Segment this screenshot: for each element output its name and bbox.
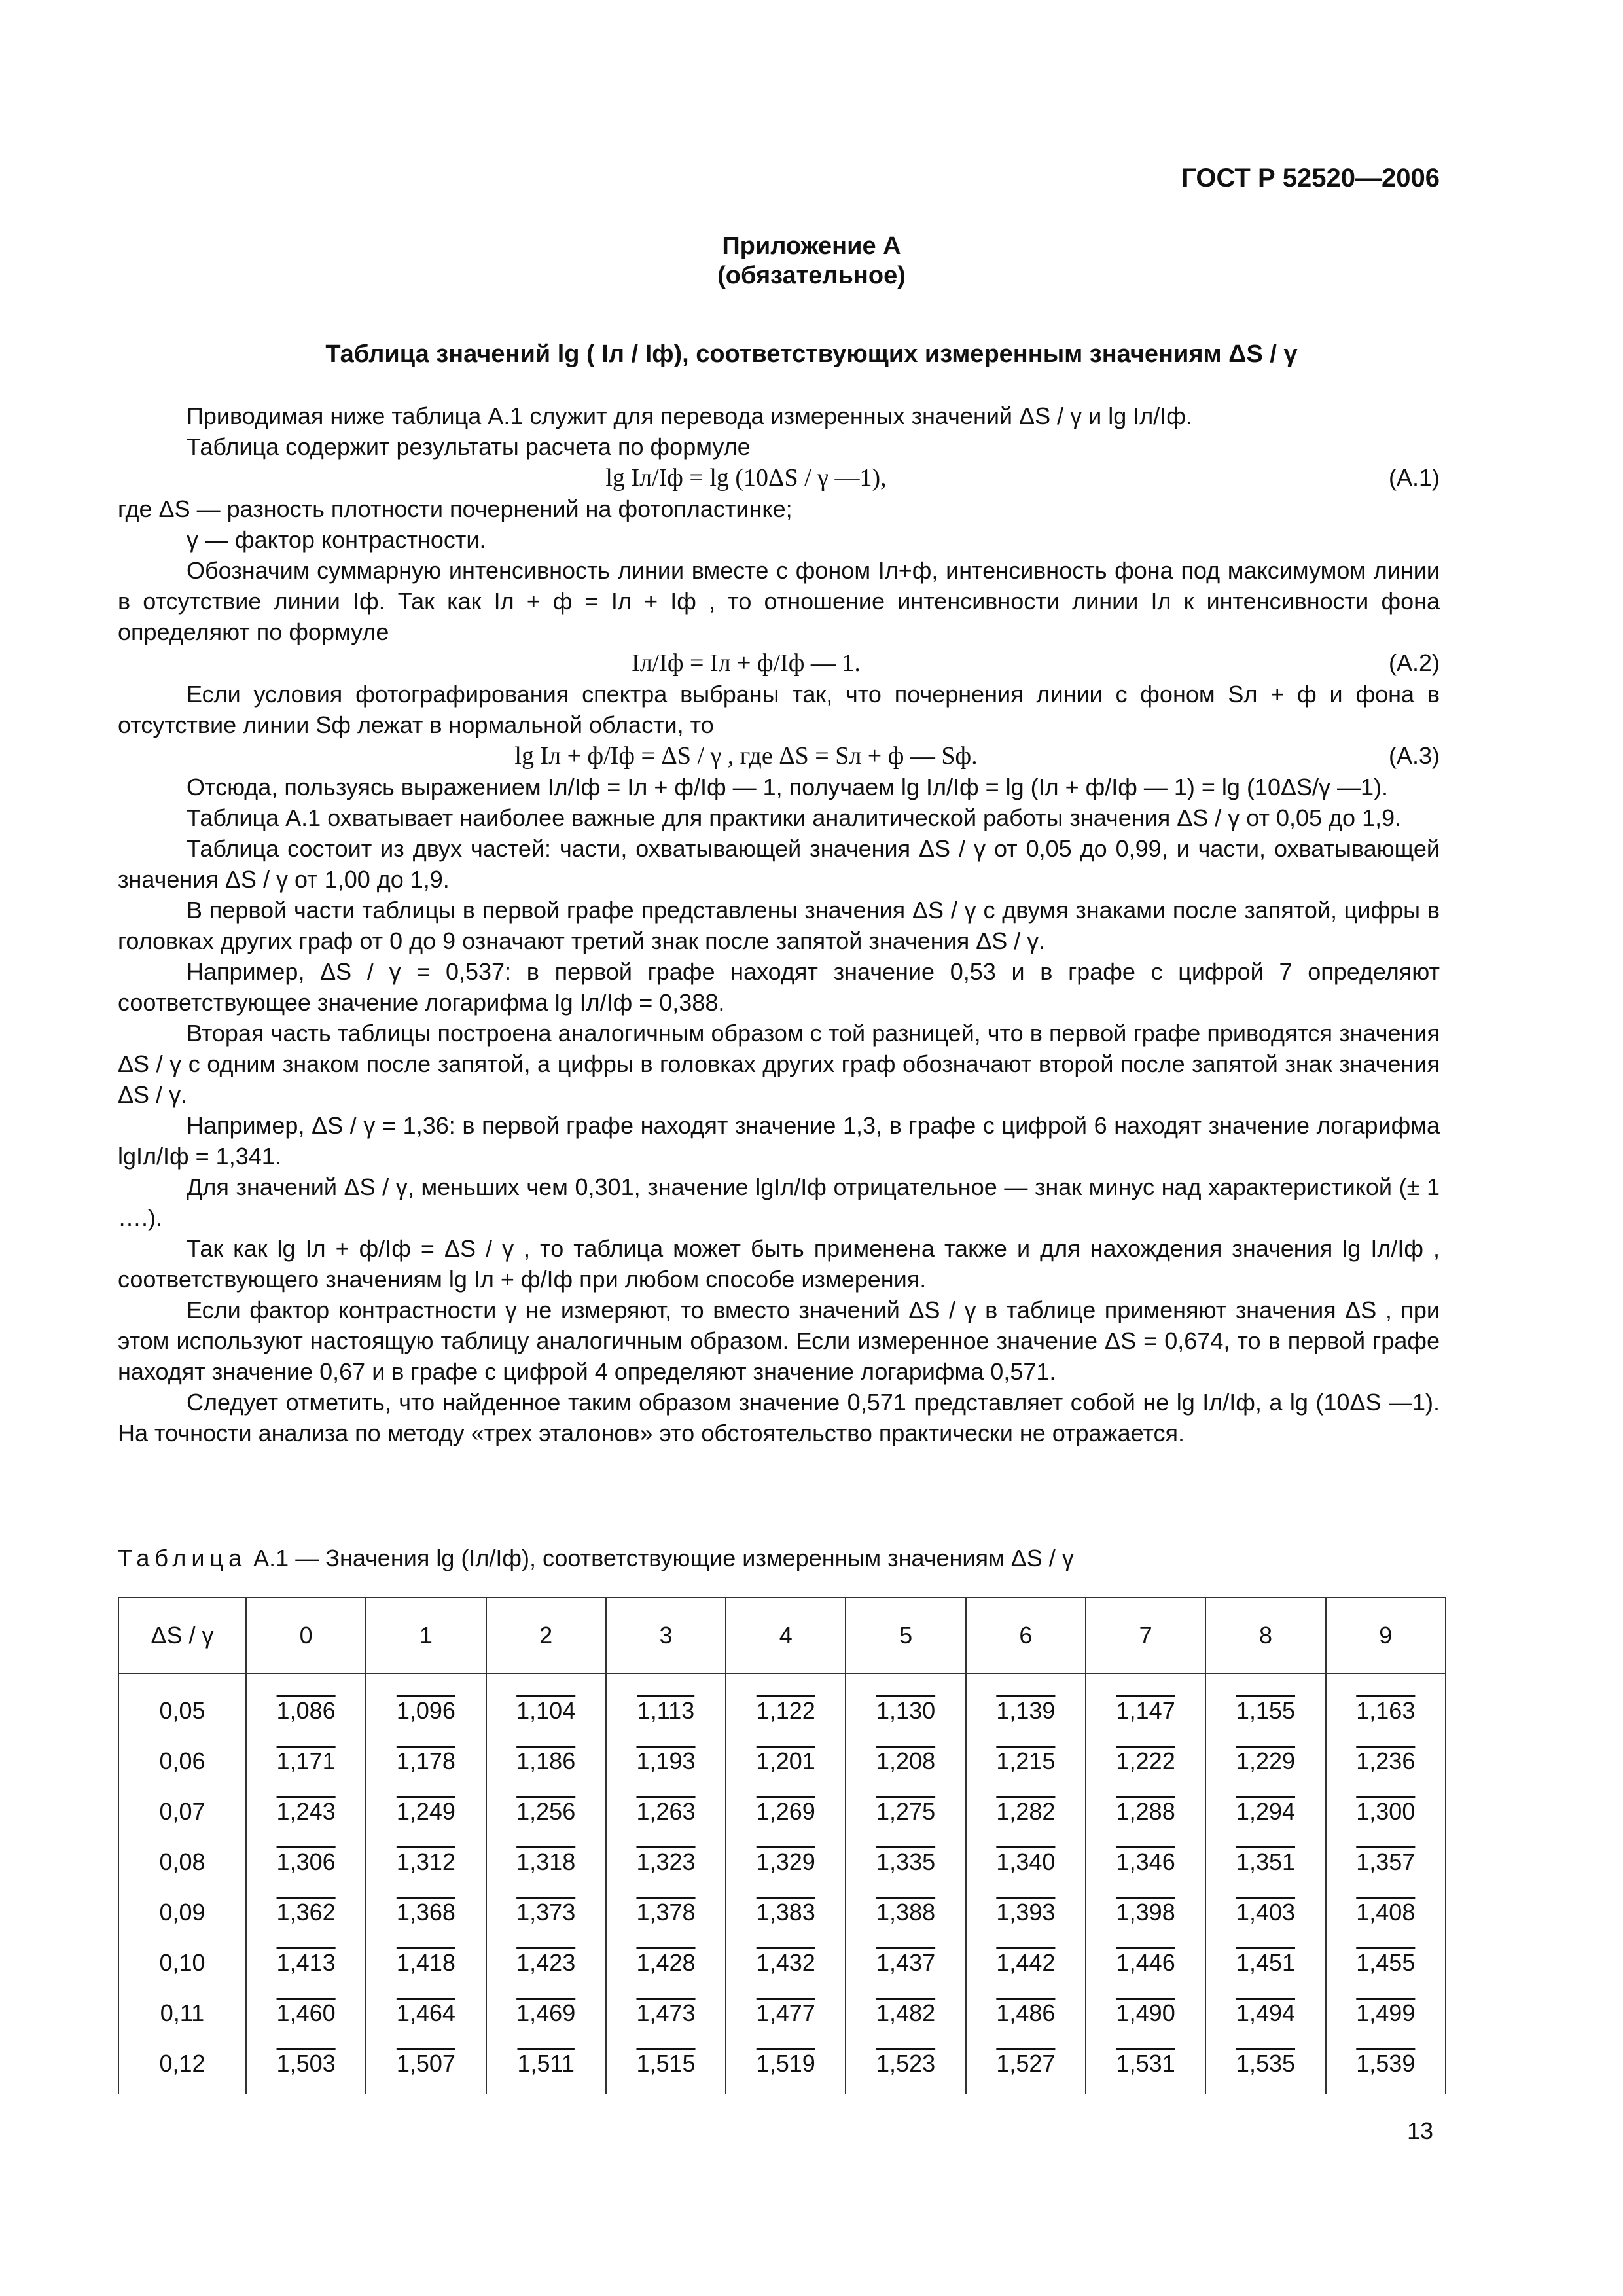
row-label-cell: 0,12: [118, 2038, 246, 2094]
row-label-cell: 0,09: [118, 1887, 246, 1937]
value-cell: 1,413: [246, 1937, 366, 1988]
row-label-cell: 0,07: [118, 1786, 246, 1837]
value-cell: 1,511: [486, 2038, 606, 2094]
value-cell: 1,193: [606, 1736, 726, 1786]
value-cell: 1,288: [1086, 1786, 1205, 1837]
paragraph: Например, ΔS / γ = 0,537: в первой графе находят значение 0,53 и в графе с цифрой 7 определяют соответствующее значение логарифма lg Iл/Iф = 0,388.: [118, 958, 1440, 1016]
column-header-digit: 4: [726, 1598, 846, 1674]
formula-number: (А.2): [1388, 649, 1440, 676]
value-cell: 1,539: [1326, 2038, 1446, 2094]
value-cell: 1,275: [846, 1786, 965, 1837]
value-cell: 1,269: [726, 1786, 846, 1837]
column-header-digit: 8: [1205, 1598, 1325, 1674]
value-cell: 1,373: [486, 1887, 606, 1937]
value-cell: 1,215: [966, 1736, 1086, 1786]
column-header-digit: 3: [606, 1598, 726, 1674]
table-caption-prefix: Таблица: [118, 1545, 247, 1571]
value-cell: 1,340: [966, 1837, 1086, 1887]
page-number: 13: [1406, 2117, 1433, 2144]
value-cell: 1,300: [1326, 1786, 1446, 1837]
paragraph: Так как lg Iл + ф/Iф = ΔS / γ , то таблица может быть применена также и для нахождения значения lg Iл/Iф , соответствующего значениям lg Iл + ф/Iф при любом способе измерения.: [118, 1235, 1440, 1293]
value-cell: 1,519: [726, 2038, 846, 2094]
formula-number: (А.1): [1388, 464, 1440, 491]
column-header-digit: 7: [1086, 1598, 1205, 1674]
value-cell: 1,486: [966, 1988, 1086, 2038]
value-cell: 1,535: [1205, 2038, 1325, 2094]
value-cell: 1,437: [846, 1937, 965, 1988]
column-header-digit: 1: [366, 1598, 486, 1674]
paragraph: Таблица содержит результаты расчета по формуле: [187, 433, 751, 460]
section-title: Таблица значений lg ( Iл / Iф), соответствующих измеренным значениям ΔS / γ: [325, 340, 1298, 368]
value-cell: 1,096: [366, 1674, 486, 1736]
paragraph: Следует отметить, что найденное таким образом значение 0,571 представляет собой не lg Iл/Iф, а lg (10ΔS —1). На точности анализа по методу «трех эталонов» это обстоятельство практически не отражается.: [118, 1389, 1440, 1446]
value-cell: 1,256: [486, 1786, 606, 1837]
paragraph: В первой части таблицы в первой графе представлены значения ΔS / γ с двумя знаками после запятой, цифры в головках других граф от 0 до 9 означают третий знак после запятой значения ΔS / γ.: [118, 897, 1440, 954]
paragraph: Таблица состоит из двух частей: части, охватывающей значения ΔS / γ от 0,05 до 0,99, и части, охватывающей значения ΔS / γ от 1,00 до 1,9.: [118, 835, 1440, 893]
value-cell: 1,104: [486, 1674, 606, 1736]
value-cell: 1,249: [366, 1786, 486, 1837]
value-cell: 1,178: [366, 1736, 486, 1786]
value-cell: 1,362: [246, 1887, 366, 1937]
appendix-status: (обязательное): [717, 262, 906, 289]
value-cell: 1,208: [846, 1736, 965, 1786]
value-cell: 1,527: [966, 2038, 1086, 2094]
paragraph: Для значений ΔS / γ, меньших чем 0,301, значение lgIл/Iф отрицательное — знак минус над характеристикой (± 1 ….).: [118, 1174, 1440, 1231]
value-cell: 1,122: [726, 1674, 846, 1736]
row-label-cell: 0,10: [118, 1937, 246, 1988]
value-cell: 1,147: [1086, 1674, 1205, 1736]
value-cell: 1,318: [486, 1837, 606, 1887]
row-label-cell: 0,08: [118, 1837, 246, 1887]
table-row: [118, 1736, 1446, 1786]
value-cell: 1,155: [1205, 1674, 1325, 1736]
column-header-digit: 6: [966, 1598, 1086, 1674]
value-cell: 1,229: [1205, 1736, 1325, 1786]
value-cell: 1,503: [246, 2038, 366, 2094]
value-cell: 1,446: [1086, 1937, 1205, 1988]
formula-number: (А.3): [1388, 742, 1440, 769]
value-cell: 1,469: [486, 1988, 606, 2038]
table-row: [118, 1937, 1446, 1988]
paragraph: Вторая часть таблицы построена аналогичным образом с той разницей, что в первой графе приводятся значения ΔS / γ с одним знаком после запятой, а цифры в головках других граф обозначают второй после запятой знак значения ΔS / γ.: [118, 1020, 1440, 1108]
value-cell: 1,418: [366, 1937, 486, 1988]
row-label-cell: 0,11: [118, 1988, 246, 2038]
value-cell: 1,383: [726, 1887, 846, 1937]
table-row: [118, 2038, 1446, 2094]
values-table: [118, 1597, 1446, 2094]
column-header-digit: 5: [846, 1598, 965, 1674]
column-header-digit: 0: [246, 1598, 366, 1674]
formula: [118, 740, 1440, 772]
formula: [118, 647, 1440, 679]
column-header-digit: 9: [1326, 1598, 1446, 1674]
value-cell: 1,357: [1326, 1837, 1446, 1887]
column-header-ratio: ΔS / γ: [118, 1598, 246, 1674]
value-cell: 1,464: [366, 1988, 486, 2038]
paragraph: Например, ΔS / γ = 1,36: в первой графе находят значение 1,3, в графе с цифрой 6 находят значение логарифма lgIл/Iф = 1,341.: [118, 1112, 1440, 1170]
column-header-digit: 2: [486, 1598, 606, 1674]
value-cell: 1,398: [1086, 1887, 1205, 1937]
value-cell: 1,351: [1205, 1837, 1325, 1887]
value-cell: 1,323: [606, 1837, 726, 1887]
value-cell: 1,335: [846, 1837, 965, 1887]
value-cell: 1,473: [606, 1988, 726, 2038]
table-row: [118, 1988, 1446, 2038]
value-cell: 1,531: [1086, 2038, 1205, 2094]
value-cell: 1,312: [366, 1837, 486, 1887]
value-cell: 1,368: [366, 1887, 486, 1937]
value-cell: 1,086: [246, 1674, 366, 1736]
value-cell: 1,113: [606, 1674, 726, 1736]
value-cell: 1,236: [1326, 1736, 1446, 1786]
paragraph: γ — фактор контрастности.: [187, 526, 486, 553]
paragraph: Если фактор контрастности γ не измеряют, то вместо значений ΔS / γ в таблице применяют значения ΔS , при этом используют настоящую таблицу аналогичным образом. Если измеренное значение ΔS = 0,674, то в первой графе находят значение 0,67 и в графе с цифрой 4 определяют значение логарифма 0,571.: [118, 1297, 1440, 1385]
value-cell: 1,408: [1326, 1887, 1446, 1937]
value-cell: 1,482: [846, 1988, 965, 2038]
value-cell: 1,393: [966, 1887, 1086, 1937]
value-cell: 1,201: [726, 1736, 846, 1786]
formula-expression: lg Iл/Iф = lg (10ΔS / γ —1),: [605, 464, 887, 492]
table-caption: [118, 1545, 1074, 1572]
row-label-cell: 0,06: [118, 1736, 246, 1786]
value-cell: 1,263: [606, 1786, 726, 1837]
value-cell: 1,329: [726, 1837, 846, 1887]
value-cell: 1,515: [606, 2038, 726, 2094]
table-header-row: [118, 1598, 1446, 1674]
value-cell: 1,477: [726, 1988, 846, 2038]
value-cell: 1,243: [246, 1786, 366, 1837]
value-cell: 1,428: [606, 1937, 726, 1988]
paragraph: Обозначим суммарную интенсивность линии вместе с фоном Iл+ф, интенсивность фона под максимумом линии в отсутствие линии Iф. Так как Iл + ф = Iл + Iф , то отношение интенсивности линии Iл к интенсивности фона определяют по формуле: [118, 557, 1440, 645]
paragraph: Если условия фотографирования спектра выбраны так, что почернения линии с фоном Sл + ф и фона в отсутствие линии Sф лежат в нормальной области, то: [118, 681, 1440, 738]
value-cell: 1,163: [1326, 1674, 1446, 1736]
appendix-title: Приложение А: [722, 232, 901, 260]
value-cell: 1,346: [1086, 1837, 1205, 1887]
formula-expression: Iл/Iф = Iл + ф/Iф — 1.: [632, 649, 861, 677]
table-row: [118, 1837, 1446, 1887]
value-cell: 1,282: [966, 1786, 1086, 1837]
value-cell: 1,388: [846, 1887, 965, 1937]
formula: [118, 462, 1440, 493]
table-row: [118, 1674, 1446, 1736]
value-cell: 1,130: [846, 1674, 965, 1736]
value-cell: 1,442: [966, 1937, 1086, 1988]
paragraph: Таблица А.1 охватывает наиболее важные для практики аналитической работы значения ΔS / γ от 0,05 до 1,9.: [187, 804, 1402, 831]
value-cell: 1,523: [846, 2038, 965, 2094]
value-cell: 1,423: [486, 1937, 606, 1988]
body-text: [118, 401, 1440, 1448]
value-cell: 1,451: [1205, 1937, 1325, 1988]
value-cell: 1,403: [1205, 1887, 1325, 1937]
value-cell: 1,306: [246, 1837, 366, 1887]
value-cell: 1,455: [1326, 1937, 1446, 1988]
paragraph: Приводимая ниже таблица А.1 служит для перевода измеренных значений ΔS / γ и lg Iл/Iф.: [187, 403, 1192, 429]
value-cell: 1,294: [1205, 1786, 1325, 1837]
value-cell: 1,139: [966, 1674, 1086, 1736]
value-cell: 1,460: [246, 1988, 366, 2038]
document-code: ГОСТ Р 52520—2006: [1181, 164, 1440, 192]
value-cell: 1,378: [606, 1887, 726, 1937]
paragraph: Отсюда, пользуясь выражением Iл/Iф = Iл + ф/Iф — 1, получаем lg Iл/Iф = lg (Iл + ф/Iф — 1) = lg (10ΔS/γ —1).: [187, 774, 1389, 800]
value-cell: 1,507: [366, 2038, 486, 2094]
value-cell: 1,186: [486, 1736, 606, 1786]
value-cell: 1,494: [1205, 1988, 1325, 2038]
value-cell: 1,222: [1086, 1736, 1205, 1786]
value-cell: 1,490: [1086, 1988, 1205, 2038]
value-cell: 1,171: [246, 1736, 366, 1786]
value-cell: 1,432: [726, 1937, 846, 1988]
table-row: [118, 1887, 1446, 1937]
table-row: [118, 1786, 1446, 1837]
table-caption-text: А.1 — Значения lg (Iл/Iф), соответствующие измеренным значениям ΔS / γ: [247, 1545, 1074, 1571]
formula-expression: lg Iл + ф/Iф = ΔS / γ , где ΔS = Sл + ф — Sф.: [514, 742, 978, 770]
value-cell: 1,499: [1326, 1988, 1446, 2038]
row-label-cell: 0,05: [118, 1674, 246, 1736]
paragraph: где ΔS — разность плотности почернений на фотопластинке;: [118, 495, 793, 522]
